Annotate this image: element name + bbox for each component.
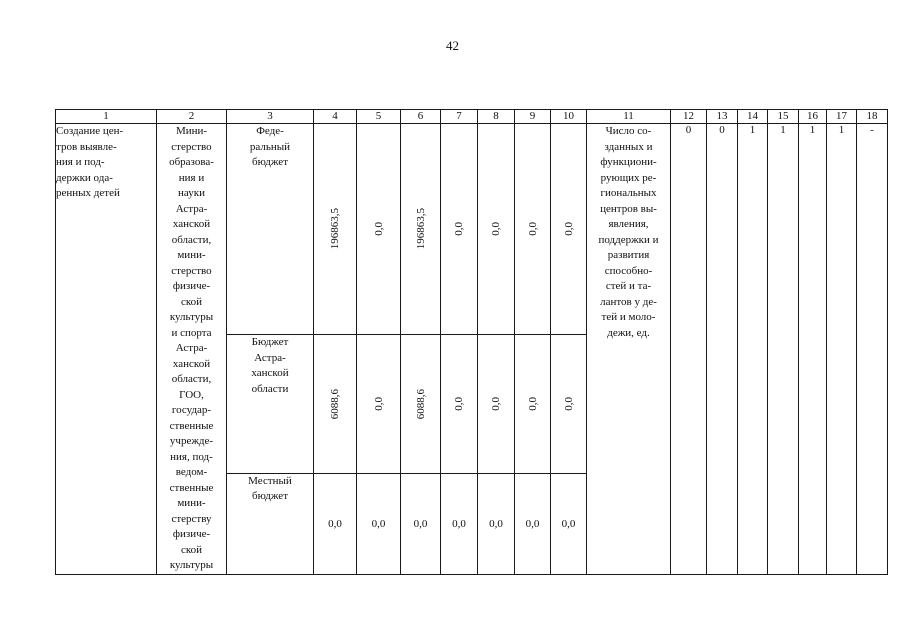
amount-value: 0,0 [314, 473, 357, 574]
funding-source-cell [227, 473, 314, 574]
executor-text: Мини- стерство образова- ния и науки Астра- ханской области, мини- стерство физиче- ской культуры и спорта Астра- ханской области, ГОО, государ- ственные учрежде- ния, под- ведом- ственные мини- стерству физиче- ской культуры [169, 125, 214, 571]
indicator-value: 1 [827, 124, 857, 575]
funding-source-cell [227, 335, 314, 474]
amount-value: 6088,6 [414, 388, 427, 420]
activity-cell [56, 124, 157, 575]
column-header: 16 [799, 110, 827, 124]
amount-cell [314, 335, 357, 474]
activity-text: Создание цен- тров выявле- ния и под- держки ода- ренных детей [56, 125, 124, 199]
amount-value: 196863,5 [414, 208, 427, 250]
amount-cell [515, 124, 551, 335]
amount-value: 0,0 [490, 222, 502, 236]
indicator-value: 1 [799, 124, 827, 575]
amount-cell [478, 124, 515, 335]
amount-cell [515, 335, 551, 474]
indicator-value: 0 [671, 124, 707, 575]
amount-value: 0,0 [526, 397, 539, 411]
amount-value: 0,0 [551, 473, 587, 574]
column-header: 5 [357, 110, 401, 124]
funding-source-cell [227, 124, 314, 335]
header-row [56, 110, 888, 124]
column-header: 9 [515, 110, 551, 124]
amount-cell [357, 335, 401, 474]
indicator-text: Число со- зданных и функциони- рующих ре- гиональных центров вы- явления, поддержки и развития способно- стей и та- лантов у де- тей и моло- дежи, ед. [598, 125, 659, 339]
amount-cell [551, 124, 587, 335]
amount-value: 0,0 [453, 397, 465, 411]
amount-cell [357, 124, 401, 335]
amount-value: 0,0 [372, 397, 385, 411]
column-header: 13 [707, 110, 738, 124]
column-header: 3 [227, 110, 314, 124]
indicator-value: 1 [768, 124, 799, 575]
indicator-value: - [857, 124, 888, 575]
indicator-value: 0 [707, 124, 738, 575]
amount-cell [478, 335, 515, 474]
amount-value: 0,0 [401, 473, 441, 574]
column-header: 4 [314, 110, 357, 124]
indicator-value: 1 [738, 124, 768, 575]
amount-value: 0,0 [372, 222, 385, 236]
amount-cell [314, 124, 357, 335]
funding-source: Местный бюджет [248, 474, 292, 503]
page-number: 42 [446, 38, 459, 53]
amount-value: 0,0 [526, 222, 539, 236]
column-header: 1 [56, 110, 157, 124]
column-header: 6 [401, 110, 441, 124]
column-header: 7 [441, 110, 478, 124]
executor-cell [157, 124, 227, 575]
amount-value: 0,0 [453, 222, 465, 236]
column-header: 15 [768, 110, 799, 124]
amount-value: 0,0 [562, 222, 575, 236]
column-header: 18 [857, 110, 888, 124]
amount-cell [401, 335, 441, 474]
amount-value: 0,0 [562, 397, 575, 411]
program-table [55, 109, 888, 575]
funding-source: Феде- ральный бюджет [249, 125, 291, 168]
column-header: 2 [157, 110, 227, 124]
column-header: 10 [551, 110, 587, 124]
column-header: 11 [587, 110, 671, 124]
amount-value: 0,0 [357, 473, 401, 574]
column-header: 8 [478, 110, 515, 124]
column-header: 12 [671, 110, 707, 124]
amount-cell [441, 335, 478, 474]
amount-value: 0,0 [515, 473, 551, 574]
amount-value: 0,0 [478, 473, 515, 574]
amount-cell [551, 335, 587, 474]
amount-value: 6088,6 [329, 388, 341, 420]
amount-cell [441, 124, 478, 335]
amount-cell [401, 124, 441, 335]
indicator-cell [587, 124, 671, 575]
table-row [56, 124, 888, 335]
amount-value: 0,0 [441, 473, 478, 574]
amount-value: 0,0 [490, 397, 502, 411]
funding-source: Бюджет Астра- ханской области [251, 336, 289, 395]
column-header: 17 [827, 110, 857, 124]
column-header: 14 [738, 110, 768, 124]
amount-value: 196863,5 [329, 208, 341, 250]
